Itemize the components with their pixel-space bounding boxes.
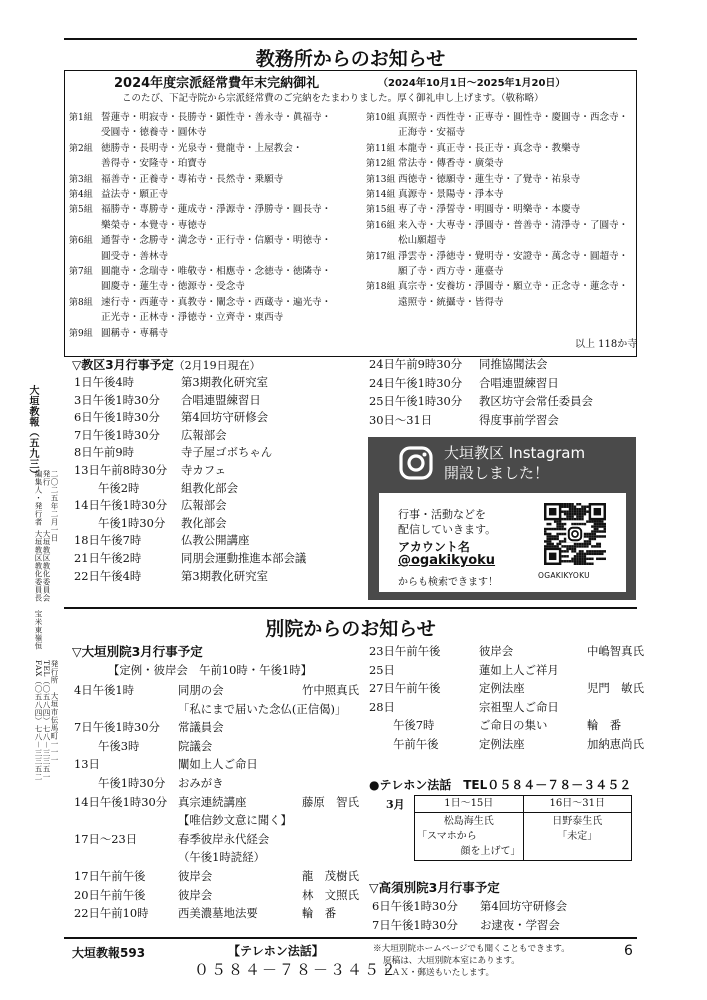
schedule-row (74, 737, 213, 756)
schedule-person: 加納恵尚氏 (587, 737, 644, 751)
temple-names: 福善寺・正養寺・專祐寺・長然寺・乗願寺 (101, 173, 284, 185)
temple-names: 本龍寺・真正寺・長正寺・真念寺・教樂寺 (398, 142, 581, 154)
schedule-date: 4日午後1時 (74, 683, 135, 697)
footer-note3: ＦＡＸ・郵送もいたします。 (383, 968, 495, 978)
schedule-row (74, 755, 258, 774)
tel-table (414, 795, 632, 861)
schedule-event: 院議会 (178, 738, 213, 753)
instagram-text2: 配信していきます。 (398, 523, 497, 536)
schedule-date: 1日午後4時 (74, 375, 135, 389)
schedule-row (369, 698, 559, 717)
temple-row (69, 126, 207, 140)
schedule-date: 午後1時30分 (98, 515, 166, 530)
betsuin-rule (64, 607, 637, 609)
temple-names: 圓受寺・善林寺 (101, 250, 169, 262)
temple-names: 真源寺・景陽寺・淨本寺 (398, 189, 504, 200)
instagram-title2: 開設しました！ (444, 464, 550, 482)
schedule-event: 合唱連盟練習日 (479, 375, 559, 390)
schedule-event: 広報部会 (181, 427, 227, 442)
instagram-icon (398, 445, 434, 481)
temple-group-label: 第16組 (366, 220, 396, 231)
footer-page: 6 (624, 943, 633, 959)
side-publisher-label2: 編集人・発行者 (34, 470, 43, 526)
notice-text: このたび、下記寺院から宗派経常費のご完納をたまわりました。厚く御礼申し上げます。（敬称略） (122, 93, 544, 104)
temple-group-label: 第17組 (366, 251, 396, 262)
schedule-date: 午後1時30分 (98, 776, 166, 790)
temple-row (69, 311, 283, 325)
temple-group-label: 第18組 (366, 282, 396, 293)
telephone-heading: ●テレホン法話 TEL０５８４－７８－３４５２ (369, 778, 632, 792)
schedule-date: 8日午前9時 (74, 445, 135, 460)
schedule-event: 彼岸会 (178, 887, 213, 902)
tel-col2-title: 「未定」 (557, 831, 598, 842)
schedule-event: 蓮如上人ご祥月 (479, 662, 559, 677)
schedule-row (74, 718, 224, 737)
temple-names: 圓慶寺・蓮生寺・徳源寺・受念寺 (101, 281, 245, 293)
schedule-date: 13日 (74, 757, 100, 772)
schedule-row (369, 642, 644, 661)
kyoku-heading-text: ▽教区3月行事予定 (72, 358, 174, 372)
schedule-date: 22日午前10時 (74, 906, 149, 921)
schedule-row (74, 567, 268, 586)
schedule-row (74, 793, 359, 812)
schedule-date: 25日午後1時30分 (369, 394, 463, 409)
temple-names: 西徳寺・徳願寺・蓮生寺・了覺寺・祐泉寺 (398, 173, 581, 185)
temple-names: 圓龍寺・念瑞寺・唯敬寺・相應寺・念徳寺・徳隣寺・ (101, 266, 332, 277)
tel-col2-head: 16日～31日 (523, 796, 632, 813)
tel-col1-head: 1日～15日 (415, 796, 524, 813)
side-fax: FAX（〇五八四）七八－三三五二 (34, 660, 43, 781)
footer-rule (64, 937, 637, 939)
top-rule (64, 38, 637, 40)
schedule-event: （午後1時読経） (178, 850, 265, 865)
schedule-event: 同朋の会 (178, 683, 224, 697)
schedule-event: 第4回坊守研修会 (181, 410, 268, 425)
schedule-event: ご命日の集い (479, 718, 548, 733)
schedule-row (74, 514, 227, 533)
temple-total: 以上 118か寺 (575, 339, 638, 350)
instagram-account[interactable]: @ogakikyoku (398, 553, 496, 568)
schedule-event: 「私にまで届いた念仏(正信偈)」 (178, 701, 347, 716)
schedule-date: 17日午前午後 (74, 869, 146, 883)
schedule-event: 春季彼岸永代経会 (178, 831, 270, 846)
schedule-event: 広報部会 (181, 498, 227, 513)
schedule-date: 17日～23日 (74, 831, 138, 846)
tel-col2-body (523, 813, 632, 861)
instagram-text1: 行事・活動などを (398, 508, 486, 521)
temple-row (366, 250, 628, 264)
schedule-date: 午後3時 (98, 738, 140, 753)
schedule-event: お逮夜・学習会 (480, 917, 560, 932)
schedule-event: 闡如上人ご命日 (178, 757, 258, 772)
temple-row (69, 327, 168, 341)
temple-row (366, 265, 504, 279)
schedule-person: 中嶋智真氏 (587, 644, 644, 658)
schedule-date: 午後2時 (98, 480, 140, 495)
schedule-row (369, 392, 593, 411)
temple-names: 益法寺・願正寺 (101, 189, 169, 200)
temple-group-label: 第9組 (69, 328, 93, 339)
temple-names: 松山願超寺 (398, 235, 446, 247)
schedule-row (74, 408, 268, 427)
temple-row (69, 250, 168, 264)
kyoku-heading-note: （2月19日現在） (173, 359, 261, 372)
schedule-event: おみがき (178, 776, 224, 790)
schedule-person: 児門 敏氏 (587, 681, 644, 696)
temple-names: 徳勝寺・長明寺・光泉寺・覺龍寺・上屋教会・ (101, 142, 303, 154)
schedule-date: 7日午後1時30分 (74, 720, 160, 735)
schedule-row (369, 374, 559, 393)
temple-row (366, 296, 504, 310)
schedule-event: 西美濃墓地法要 (178, 906, 258, 921)
temple-names: 福勝寺・專勝寺・蓮成寺・淨源寺・淨勝寺・圓長寺・ (101, 204, 332, 216)
schedule-date: 30日～31日 (369, 412, 433, 427)
temple-names: 誓蓮寺・明寂寺・長勝寺・顕性寺・善永寺・眞福寺・ (101, 112, 332, 123)
temple-group-label: 第6組 (69, 236, 93, 247)
notice-title: 2024年度宗派経常費年末完納御礼 (114, 76, 320, 91)
schedule-row (74, 886, 359, 905)
schedule-row (369, 735, 644, 754)
tel-month: 3月 (386, 798, 405, 811)
instagram-text3: からも検索できます！ (398, 577, 498, 588)
schedule-date: 6日午後1時30分 (74, 410, 160, 425)
schedule-event: 得度事前学習会 (479, 412, 559, 427)
temple-row (366, 203, 580, 217)
schedule-event: 真宗連続講座 (178, 794, 247, 809)
schedule-row (74, 830, 270, 849)
temple-row (69, 203, 331, 217)
schedule-event: 同推協聞法会 (479, 357, 548, 371)
temple-group-label: 第14組 (366, 190, 396, 200)
schedule-date: 21日午後2時 (74, 551, 142, 565)
temple-row (366, 234, 446, 248)
temple-row (69, 234, 331, 248)
temple-group-label: 第11組 (366, 143, 396, 154)
schedule-date: 24日午前9時30分 (369, 357, 463, 371)
schedule-row (74, 867, 359, 886)
temple-row (69, 111, 331, 125)
temple-group-label: 第15組 (366, 205, 396, 216)
instagram-title1: 大垣教区 Instagram (444, 444, 586, 462)
temple-row (69, 280, 245, 294)
temple-row (69, 265, 331, 279)
temple-row (69, 157, 207, 171)
temple-row (69, 142, 302, 156)
schedule-event: 寺カフェ (181, 463, 226, 477)
betsuin-title: 別院からのお知らせ (265, 618, 436, 640)
schedule-row (369, 679, 644, 698)
temple-row (366, 157, 504, 171)
temple-names: 真照寺・西性寺・正専寺・圓性寺・慶圓寺・西念寺・ (398, 112, 629, 123)
footer-tel-label: 【テレホン法話】 (228, 944, 324, 958)
temple-group-label: 第2組 (69, 143, 93, 154)
schedule-event: 第3期教化研究室 (181, 568, 268, 583)
temple-names: 圓稱寺・専稱寺 (101, 327, 169, 339)
schedule-row (372, 897, 567, 916)
qr-code (544, 503, 606, 565)
tel-col1-name: 松島海生氏 (443, 816, 494, 827)
schedule-row (74, 461, 226, 480)
temple-names: 善得寺・安隆寺・珀寶寺 (101, 158, 207, 170)
schedule-row (74, 531, 250, 550)
schedule-date: 20日午前午後 (74, 887, 146, 902)
temple-row (366, 173, 580, 187)
tel-col1-body (415, 813, 524, 861)
side-tel: TEL（〇五八四）七八－三三五一 (42, 660, 51, 781)
schedule-date: 午後7時 (393, 718, 435, 733)
schedule-date: 7日午後1時30分 (74, 427, 160, 442)
schedule-event: 定例法座 (479, 737, 525, 751)
schedule-event: 教区坊守会常任委員会 (479, 394, 593, 409)
tel-col2-name: 日野泰生氏 (552, 816, 603, 827)
tel-col1-title2: 顔を上げて」 (460, 846, 521, 857)
schedule-event: 寺子屋ゴボちゃん (181, 445, 273, 460)
side-issue: 大垣教報（五九三） (27, 385, 38, 480)
temple-group-label: 第1組 (69, 113, 93, 123)
temple-row (69, 173, 283, 187)
schedule-date: 18日午後7時 (74, 533, 142, 548)
schedule-row (74, 479, 238, 498)
schedule-row (74, 443, 273, 462)
temple-row (366, 280, 628, 294)
schedule-date: 22日午後4時 (74, 568, 142, 583)
temple-names: 真宗寺・安養坊・淨圓寺・願立寺・正念寺・蓮念寺・ (398, 281, 629, 293)
schedule-date: 14日午後1時30分 (74, 794, 168, 809)
schedule-event: 彼岸会 (178, 869, 213, 883)
tel-col1-title1: 「スマホから (417, 831, 477, 842)
schedule-date: 13日午前8時30分 (74, 463, 168, 477)
schedule-date: 6日午後1時30分 (372, 899, 458, 913)
schedule-row (74, 373, 268, 392)
schedule-event: 第3期教化研究室 (181, 375, 268, 389)
betsuin-subheading: 【定例・彼岸会 午前10時・午後1時】 (108, 663, 312, 677)
schedule-event: 教化部会 (181, 515, 227, 530)
temple-group-label: 第3組 (69, 174, 93, 185)
schedule-person: 龍 茂樹氏 (302, 869, 359, 883)
temple-group-label: 第10組 (366, 113, 396, 123)
schedule-date: 23日午前午後 (369, 644, 441, 658)
side-publisher-name: 大垣教区教化委員会 (42, 530, 51, 602)
temple-names: 速行寺・西蓮寺・真教寺・闡念寺・西蔵寺・遍光寺・ (101, 296, 332, 308)
temple-group-label: 第8組 (69, 297, 93, 308)
schedule-row (74, 904, 337, 923)
footer-note1: ※大垣別院ホームページでも聞くこともできます。 (373, 944, 570, 954)
schedule-date: 3日午後1時30分 (74, 392, 160, 407)
schedule-date: 28日 (369, 699, 395, 714)
schedule-date: 14日午後1時30分 (74, 498, 168, 513)
temple-row (366, 126, 465, 140)
temple-names: 遠照寺・統攝寺・皆得寺 (398, 296, 504, 308)
schedule-date: 午前午後 (393, 737, 439, 751)
notice-period: （2024年10月1日～2025年1月20日） (378, 78, 566, 89)
schedule-row (372, 916, 560, 935)
schedule-row (369, 661, 559, 680)
schedule-event: 組教化部会 (181, 480, 238, 495)
temple-names: 来入寺・大専寺・淨圓寺・普善寺・清淨寺・了圓寺・ (398, 219, 629, 231)
side-date: 二〇二五年二月一日 (50, 470, 59, 542)
schedule-event: 定例法座 (479, 681, 525, 696)
kyomusho-title: 教務所からのお知らせ (255, 48, 446, 70)
schedule-row (74, 681, 359, 700)
temple-row (69, 188, 168, 202)
temple-row (366, 188, 504, 202)
temple-group-label: 第7組 (69, 267, 93, 277)
temple-names: 樂榮寺・本覺寺・専徳寺 (101, 219, 207, 231)
temple-row (366, 219, 628, 233)
temple-group-label: 第4組 (69, 190, 93, 200)
schedule-row (74, 496, 227, 515)
schedule-event: 第4回坊守研修会 (480, 899, 567, 913)
footer-note2: 原稿は、大垣別院本室にあります。 (383, 956, 520, 966)
schedule-date: 27日午前午後 (369, 681, 441, 696)
schedule-event: 仏教公開講座 (181, 533, 250, 548)
schedule-date: 25日 (369, 662, 395, 677)
temple-group-label: 第13組 (366, 174, 396, 185)
qr-caption: OGAKIKYOKU (538, 571, 590, 580)
schedule-row (74, 426, 227, 445)
temple-group-label: 第12組 (366, 159, 396, 170)
schedule-row (369, 716, 622, 735)
temple-group-label: 第5組 (69, 205, 93, 216)
temple-names: 常法寺・傳香寺・廣榮寺 (398, 158, 504, 170)
kyoku-heading (72, 356, 261, 373)
temple-row (366, 142, 580, 156)
schedule-row (74, 549, 307, 568)
temple-names: 淨雲寺・淨徳寺・覺明寺・安證寺・萬念寺・圓超寺・ (398, 250, 629, 262)
footer-issue: 大垣教報593 (72, 946, 146, 960)
side-publisher-label: 発行 (42, 470, 51, 486)
schedule-event: 彼岸会 (479, 644, 514, 658)
temple-row (69, 219, 207, 233)
side-editor-name: 大垣教区教化委員長 宝米東嶺恒 (34, 530, 43, 650)
schedule-date: 24日午後1時30分 (369, 375, 463, 390)
instagram-account-label: アカウント名 (398, 540, 470, 554)
schedule-person: 竹中照真氏 (302, 683, 359, 697)
footer-tel-number: ０５８４－７８－３４５２ (194, 961, 399, 979)
schedule-row (369, 411, 559, 430)
temple-names: 正光寺・正林寺・淨徳寺・立齊寺・東西寺 (101, 312, 284, 324)
schedule-row (74, 774, 224, 793)
betsuin-heading: ▽大垣別院3月行事予定 (72, 644, 203, 659)
temple-names: 願了寺・西方寺・蓮臺寺 (398, 266, 504, 277)
schedule-event: 【唯信鈔文意に聞く】 (178, 813, 292, 828)
takasu-heading: ▽高須別院3月行事予定 (369, 880, 500, 895)
schedule-event: 合唱連盟練習日 (181, 392, 261, 407)
schedule-person: 藤原 智氏 (302, 794, 359, 809)
temple-names: 専了寺・淨誓寺・明圓寺・明樂寺・本慶寺 (398, 204, 581, 216)
schedule-event: 常議員会 (178, 720, 224, 735)
schedule-date: 7日午後1時30分 (372, 917, 458, 932)
temple-names: 正海寺・安福寺 (398, 127, 466, 139)
side-address: 発行所 大垣市伝馬町一一一 (50, 660, 59, 764)
schedule-event: 同朋会運動推進本部会議 (181, 551, 307, 565)
temple-names: 通誓寺・念勝寺・満念寺・正行寺・信願寺・明徳寺・ (101, 235, 332, 247)
schedule-event: 宗祖聖人ご命日 (479, 699, 559, 714)
schedule-person: 林 文照氏 (302, 887, 359, 902)
schedule-person: 輪 番 (302, 906, 337, 921)
temple-row (69, 296, 331, 310)
temple-row (366, 111, 628, 125)
temple-names: 受圓寺・徳養寺・圓休寺 (101, 127, 207, 139)
schedule-person: 輪 番 (587, 718, 622, 733)
schedule-row (369, 355, 548, 374)
schedule-row (74, 391, 261, 410)
